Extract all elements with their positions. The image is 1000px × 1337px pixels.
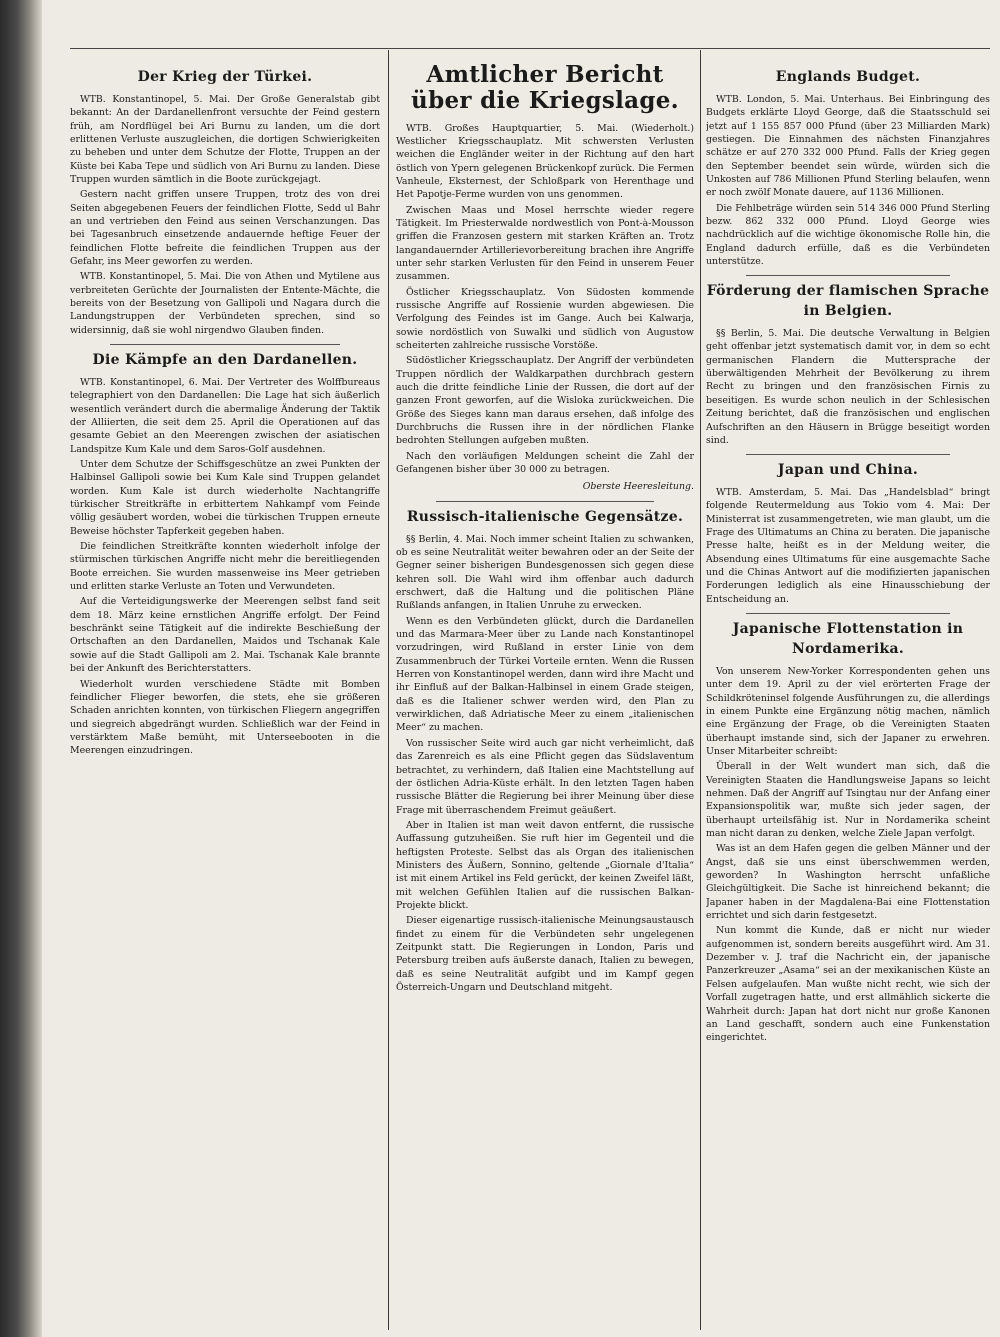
article-title: Japanische Flottenstation in Nordamerika. (732, 621, 964, 658)
paragraph: Dieser eigenartige russisch-italienische Meinungsaustausch findet zu einem für die Verbündeten sehr ungelegenen Zeitpunkt statt. Die Regierungen in London, Paris und Petersburg treiben aufs äußerste danach, Italien zu bewegen, daß es seine Neutralität aufgibt und im Kampf gegen Österreich-Ungarn und Deutschland mitgeht. (396, 915, 694, 993)
paragraph: WTB. Konstantinopel, 5. Mai. Die von Athen und Mytilene aus verbreiteten Gerüchte der Journalisten der Entente-Mächte, die bereits von der Besetzung von Gallipoli und Nagara durch die Landungstruppen der Verbündeten sprechen, sind so widersinnig, daß sie wohl nirgendwo Glauben finden. (70, 271, 380, 336)
paragraph: Gestern nacht griffen unsere Truppen, trotz des von drei Seiten abgegebenen Feuers der feindlichen Flotte, Sedd ul Bahr an und vertrieben den Feind aus seinen Verschanzungen. Das bei Tagesanbruch einsetzende andauernde heftige Feuer der feindlichen Flotte befreite die feindlichen Truppen aus der Gefahr, ins Meer geworfen zu werden. (70, 189, 380, 267)
paragraph: Auf die Verteidigungswerke der Meerengen selbst fand seit dem 18. März keine ernstlichen Angriffe erfolgt. Der Feind beschränkt seine Tätigkeit auf die indirekte Beschießung der Ortschaften an den Dardanellen, Maidos und Tschanak Kale sowie auf die Stadt Gallipoli am 2. Mai. Tschanak Kale brannte bei der Ankunft des Berichterstatters. (70, 596, 380, 675)
paragraph: Aber in Italien ist man weit davon entfernt, die russische Auffassung gutzuheißen. Sie ruft hier im Gegenteil und die heftigsten Proteste. Selbst das als Organ des italienischen Ministers des Äußern, Sonnino, geltende „Giornale d'Italia“ ist mit einem Artikel ins Feld gerückt, der keinen Zweifel läßt, mit welchen Gefühlen Italien auf die russischen Balkan-Projekte blickt. (396, 819, 694, 911)
paragraph: Zwischen Maas und Mosel herrschte wieder regere Tätigkeit. Im Priesterwalde nordwestlich von Pont-à-Mousson griffen die Franzosen gestern mit starken Kräften an. Trotz langandauernder Artillerievorbereitung brachen ihre Angriffe unter sehr starken Verlusten für den Feind in unserem Feuer zusammen. (396, 204, 694, 283)
signature: Oberste Heeresleitung. (582, 481, 694, 493)
paragraph: Südöstlicher Kriegsschauplatz. Der Angriff der verbündeten Truppen nördlich der Waldkarpathen durchbrach gestern auch die dritte feindliche Linie der Russen, die dort auf der ganzen Front geworfen, auf die Wisloka zurückweichen. Die Größe des Sieges kann man daraus ersehen, daß infolge des Durchbruchs die Russen ihre in der nördlichen Flanke bedrohten Stellungen aufgeben mußten. (396, 355, 694, 447)
article-title: Förderung der flamischen Sprache in Belgien. (706, 283, 990, 320)
paragraph: §§ Berlin, 4. Mai. Noch immer scheint Italien zu schwanken, ob es seine Neutralität weiter bewahren oder an der Seite der Gegner seiner bisherigen Bundesgenossen sich gegen diese kehren soll. Die Wahl wird ihm offenbar auch dadurch erschwert, daß die Haltung und die politischen Pläne Rußlands anfangen, in Italien Unruhe zu erwecken. (396, 533, 694, 612)
paragraph: WTB. London, 5. Mai. Unterhaus. Bei Einbringung des Budgets erklärte Lloyd George, daß die Staatsschuld sei jetzt auf 1 155 857 000 Pfund (über 23 Milliarden Mark) gestiegen. Die Einnahmen des nächsten Finanzjahres schätze er auf 270 332 000 Pfund. Falls der Krieg gegen den September beendet sein würde, würden sich die Unkosten auf 786 Millionen Pfund Sterling belaufen, wenn er noch zwölf Monate dauere, auf 1136 Millionen. (706, 93, 990, 199)
article-title: Der Krieg der Türkei. (137, 69, 313, 85)
paragraph: Von unserem New-Yorker Korrespondenten gehen uns unter dem 19. April zu der viel erörterten Frage der Schildkröteninsel folgende Ausführungen zu, die allerdings in einem Punkte eine Ergänzung nötig machen, nämlich eine Ergänzung der Frage, ob die Vereinigten Staaten überhaupt imstande sind, sich der Japaner zu erwehren. Unser Mitarbeiter schreibt: (706, 665, 990, 757)
paragraph: Wiederholt wurden verschiedene Städte mit Bomben feindlicher Flieger beworfen, die stets, ehe sie größeren Schaden anrichten konnten, von türkischen Fliegern angegriffen und siegreich abgedrängt wurden. Schließlich war der Feind in verstärktem Maße bemüht, mit Unterseebooten in die Meerengen einzudringen. (70, 678, 380, 757)
column-rule (700, 50, 701, 1330)
paragraph: WTB. Konstantinopel, 6. Mai. Der Vertreter des Wolffbureaus telegraphiert von den Dardanellen: Die Lage hat sich äußerlich wesentlich verändert durch die abermalige Änderung der Taktik der Alliierten, die seit dem 25. April die Operationen auf das gesamte Gebiet an den Meerengen zwischen der asiatischen Landspitze Kum Kale und dem Saros-Golf ausdehnen. (70, 376, 380, 455)
article-title: Russisch-italienische Gegensätze. (406, 508, 684, 525)
column-left (70, 62, 380, 1322)
article-title: Amtlicher Bericht über die Kriegslage. (411, 62, 679, 114)
article-title: Englands Budget. (775, 69, 921, 85)
column-center (396, 62, 694, 1322)
paragraph: §§ Berlin, 5. Mai. Die deutsche Verwaltung in Belgien geht offenbar jetzt systematisch damit vor, in dem so echt germanischen Flandern die Muttersprache der überwältigenden Mehrheit der Bevölkerung zu ihrem Recht zu bringen und den französischen Firnis zu beseitigen. Es wurde schon neulich in der Schlesischen Zeitung berichtet, daß die französischen und englischen Aufschriften an den Häusern in Brügge beseitigt worden sind. (706, 328, 990, 446)
paragraph: Wenn es den Verbündeten glückt, durch die Dardanellen und das Marmara-Meer über zu Lande nach Konstantinopel vorzudringen, wird Rußland in erster Linie von dem Zusammenbruch der Türkei Vorteile ernten. Wenn die Russen Herren von Konstantinopel werden, dann wird ihre Macht und ihr Einfluß auf der Balkan-Halbinsel in einem Grade steigen, daß es die Italiener schwer werden wird, den Plan zu verwirklichen, daß Adriatische Meer zu einem „italienischen Meer“ zu machen. (396, 615, 694, 734)
paragraph: Unter dem Schutze der Schiffsgeschütze an zwei Punkten der Halbinsel Gallipoli sowie bei Kum Kale sind Truppen gelandet worden. Kum Kale ist durch wiederholte Nachtangriffe türkischer Streitkräfte in erbittertem Nahkampf vom Feinde völlig gesäubert worden, wobei die türkischen Truppen erneute Beweise höchster Tapferkeit gegeben haben. (70, 459, 380, 537)
paragraph: Überall in der Welt wundert man sich, daß die Vereinigten Staaten die Handlungsweise Japans so leicht nehmen. Daß der Angriff auf Tsingtau nur der Anfang einer Expansionspolitik war, mußte sich jeder sagen, der überhaupt urteilsfähig ist. Nur in Nordamerika scheint man nicht daran zu denken, welche Ziele Japan verfolgt. (706, 761, 990, 840)
column-rule (388, 50, 389, 1330)
column-right (706, 62, 990, 1322)
paragraph: WTB. Amsterdam, 5. Mai. Das „Handelsblad“ bringt folgende Reutermeldung aus Tokio vom 4. Mai: Der Ministerrat ist zusammengetreten, wie man glaubt, um die Frage des Ultimatums an China zu beraten. Die japanische Presse halte, heißt es in der Meldung weiter, die Absendung eines Ultimatums für eine ausgemachte Sache und die Chinas Antwort auf die modifizierten japanischen Forderungen lediglich als eine Hinausschiebung der Entscheidung an. (706, 487, 990, 605)
article-title: Japan und China. (777, 462, 919, 479)
paragraph: Was ist an dem Hafen gegen die gelben Männer und der Angst, daß sie uns einst überschwemmen werden, geworden? In Washington herrscht unfaßliche Gleichgültigkeit. Die Sache ist hinreichend bekannt; die Japaner haben in der Magdalena-Bai eine Flottenstation errichtet und sich darin festgesetzt. (706, 843, 990, 922)
article-title: Die Kämpfe an den Dardanellen. (92, 352, 358, 369)
paragraph: Die feindlichen Streitkräfte konnten wiederholt infolge der stürmischen türkischen Angriffe nicht mehr die bereitliegenden Boote erreichen. Sie wurden massenweise ins Meer getrieben und erlitten starke Verluste an Toten und Verwundeten. (70, 541, 380, 593)
paragraph: WTB. Großes Hauptquartier, 5. Mai. (Wiederholt.) Westlicher Kriegsschauplatz. Mit schwersten Verlusten weichen die Engländer weiter in der Richtung auf den hart östlich von Ypern gelegenen Brückenkopf zurück. Die Fermen Vanheule, Eksternest, der Schloßpark von Herenthage und Het Papotje-Ferme wurden von uns genommen. (396, 122, 694, 201)
paragraph: Nun kommt die Kunde, daß er nicht nur wieder aufgenommen ist, sondern bereits ausgeführt wird. Am 31. Dezember v. J. traf die Nachricht ein, der japanische Panzerkreuzer „Asama“ sei an der mexikanischen Küste an Felsen aufgelaufen. Man wußte nicht recht, wie sich der Vorfall zugetragen hatte, und erst allmählich sickerte die Wahrheit durch: Japan hat dort nicht nur große Kanonen an Land geschafft, sondern auch eine Funkenstation eingerichtet. (706, 925, 990, 1044)
divider (436, 501, 654, 502)
paragraph: Nach den vorläufigen Meldungen scheint die Zahl der Gefangenen bisher über 30 000 zu betragen. (396, 450, 694, 476)
header-rule (70, 48, 990, 49)
paragraph: Östlicher Kriegsschauplatz. Von Südosten kommende russische Angriffe auf Rossienie wurden abgewiesen. Die Verfolgung des Feindes ist im Gange. Auch bei Kalwarja, sowie nordöstlich von Suwalki und südlich von Augustow scheiterten zahlreiche russische Vorstöße. (396, 286, 694, 351)
paragraph: Von russischer Seite wird auch gar nicht verheimlicht, daß das Zarenreich es als eine Pflicht gegen das Südslaventum betrachtet, zu verhindern, daß Italien eine Machtstellung auf der östlichen Adria-Küste erhält. In den letzten Tagen haben russische Blätter die Regierung bei ihrer Meinung über diese Frage mit überraschendem Freimut geäußert. (396, 737, 694, 816)
paragraph: WTB. Konstantinopel, 5. Mai. Der Große Generalstab gibt bekannt: An der Dardanellenfront versuchte der Feind gestern früh, am Nordflügel bei Ari Burnu zu landen, um die dort erlittenen Verluste auszugleichen, die dortigen Schwierigkeiten zu beheben und unter dem Schutze der Flotte, Truppen an der Küste bei Kaba Tepe und südlich von Ari Burnu zu landen. Diese Truppen wurden sämtlich in die Boote zurückgejagt. (70, 93, 380, 185)
divider (746, 275, 950, 276)
divider (746, 613, 950, 614)
divider (110, 344, 340, 345)
book-binding-gutter (0, 0, 42, 1337)
divider (746, 454, 950, 455)
paragraph: Die Fehlbeträge würden sein 514 346 000 Pfund Sterling bezw. 862 332 000 Pfund. Lloyd George wies nachdrücklich auf die wichtige ökonomische Rolle hin, die England dadurch erfülle, daß es die Verbündeten unterstütze. (706, 202, 990, 267)
